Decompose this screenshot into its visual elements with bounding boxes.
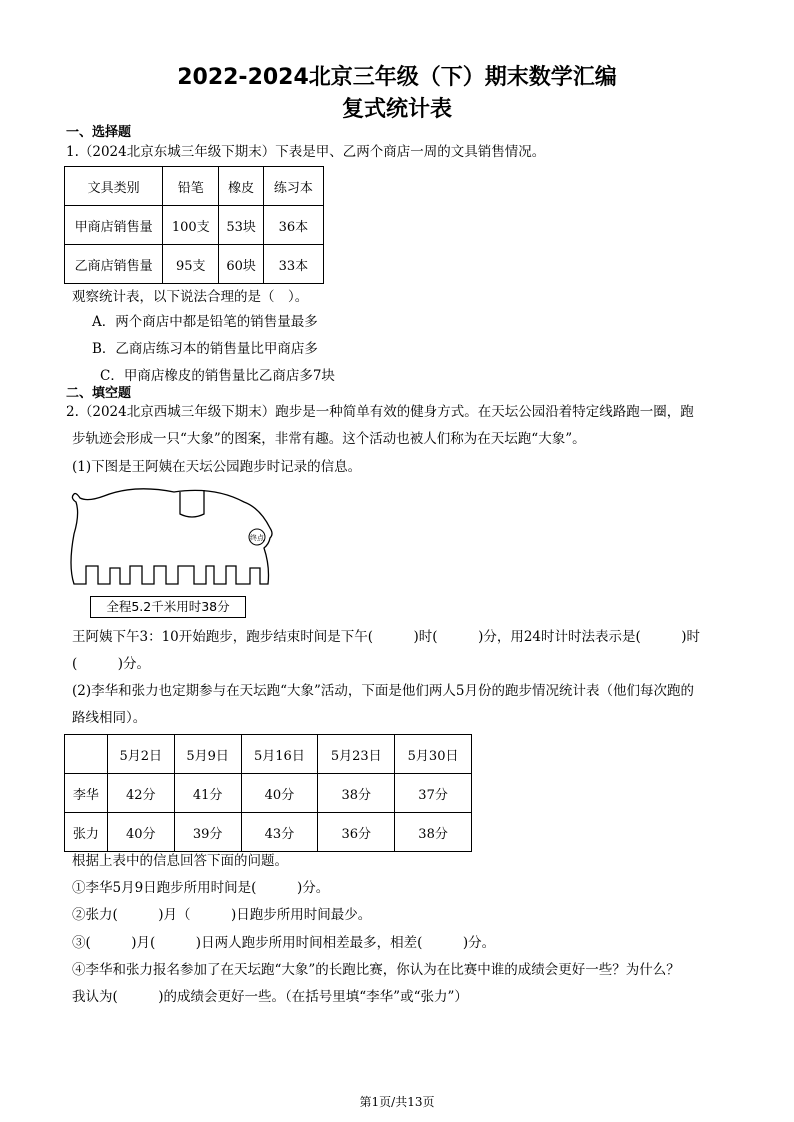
page-footer: 第1页/共13页 (359, 1095, 435, 1109)
page-subtitle: 复式统计表 (341, 97, 452, 122)
table-cell: 100支 (163, 206, 219, 245)
table-cell: 张力 (65, 813, 108, 852)
question-part-3: ③( )月( )日两人跑步所用时间相差最多，相差( )分。 (72, 935, 496, 951)
question-part-1: ①李华5月9日跑步所用时间是( )分。 (72, 880, 330, 896)
table-cell: 橡皮 (219, 167, 263, 206)
section-heading-choice: 一、选择题 (66, 125, 132, 140)
table-cell: 38分 (395, 813, 472, 852)
question-part-2: ②张力( )月（ )日跑步所用时间最少。 (72, 907, 372, 923)
option-b: B．乙商店练习本的销售量比甲商店多 (92, 341, 318, 357)
table-cell: 5月2日 (107, 735, 174, 774)
figure-caption: 全程5.2千米用时38分 (90, 596, 246, 618)
sub-question-1: (1)下图是王阿姨在天坛公园跑步时记录的信息。 (72, 459, 362, 475)
sub-question-1-line2: ( )分。 (72, 656, 151, 672)
table-row (65, 245, 324, 284)
table-cell: 95支 (163, 245, 219, 284)
table-cell: 43分 (241, 813, 318, 852)
option-c: C．甲商店橡皮的销售量比乙商店多7块 (100, 368, 335, 384)
question-1-ask: 观察统计表，以下说法合理的是（ ）。 (72, 289, 309, 305)
table-row (65, 167, 324, 206)
table-cell: 41分 (174, 774, 241, 813)
section-heading-fill: 二、填空题 (66, 386, 132, 401)
table-cell: 38分 (318, 774, 395, 813)
table-cell: 39分 (174, 813, 241, 852)
table-cell: 42分 (107, 774, 174, 813)
running-time-table (64, 734, 472, 852)
sub-question-1-line1: 王阿姨下午3：10开始跑步，跑步结束时间是下午( )时( )分，用24时计时法表示是( )时 (72, 629, 701, 645)
table-cell: 练习本 (263, 167, 323, 206)
question-part-4-line2: 我认为( )的成绩会更好一些。（在括号里填“李华”或“张力”） (72, 989, 468, 1005)
table-cell: 铅笔 (163, 167, 219, 206)
table-cell: 53块 (219, 206, 263, 245)
table-cell: 37分 (395, 774, 472, 813)
table-cell: 36本 (263, 206, 323, 245)
table-cell: 60块 (219, 245, 263, 284)
table-cell: 5月23日 (318, 735, 395, 774)
elephant-outline (71, 489, 272, 584)
elephant-ear (180, 490, 204, 517)
page-title: 2022-2024北京三年级（下）期末数学汇编 (177, 65, 617, 90)
table-cell: 40分 (107, 813, 174, 852)
table-cell: 乙商店销售量 (65, 245, 163, 284)
question-2-stem-line1: 2.（2024北京西城三年级下期末）跑步是一种简单有效的健身方式。在天坛公园沿着特定线路跑一圈，跑 (66, 404, 694, 420)
table-cell: 李华 (65, 774, 108, 813)
table-cell: 5月16日 (241, 735, 318, 774)
table-row (65, 206, 324, 245)
table-row (65, 735, 472, 774)
table-cell: 36分 (318, 813, 395, 852)
after-table-instruction: 根据上表中的信息回答下面的问题。 (72, 853, 288, 869)
question-part-4-line1: ④李华和张力报名参加了在天坛跑“大象”的长跑比赛，你认为在比赛中谁的成绩会更好一些？为什么？ (72, 962, 680, 978)
table-row (65, 813, 472, 852)
option-a: A．两个商店中都是铅笔的销售量最多 (92, 314, 318, 330)
sub-question-2-line2: 路线相同）。 (72, 710, 147, 726)
table-cell: 文具类别 (65, 167, 163, 206)
question-2-stem-line2: 步轨迹会形成一只“大象”的图案，非常有趣。这个活动也被人们称为在天坛跑“大象”。 (72, 431, 586, 447)
table-row (65, 774, 472, 813)
table-cell: 甲商店销售量 (65, 206, 163, 245)
table-cell: 5月9日 (174, 735, 241, 774)
table-cell: 40分 (241, 774, 318, 813)
elephant-track-figure (64, 486, 284, 596)
table-cell (65, 735, 108, 774)
table-cell: 33本 (263, 245, 323, 284)
sales-table (64, 166, 324, 284)
question-1-stem: 1.（2024北京东城三年级下期末）下表是甲、乙两个商店一周的文具销售情况。 (66, 144, 546, 160)
finish-label: 终点 (250, 534, 264, 542)
table-cell: 5月30日 (395, 735, 472, 774)
sub-question-2-line1: (2)李华和张力也定期参与在天坛跑“大象”活动，下面是他们两人5月份的跑步情况统计表（他们每次跑的 (72, 683, 695, 699)
